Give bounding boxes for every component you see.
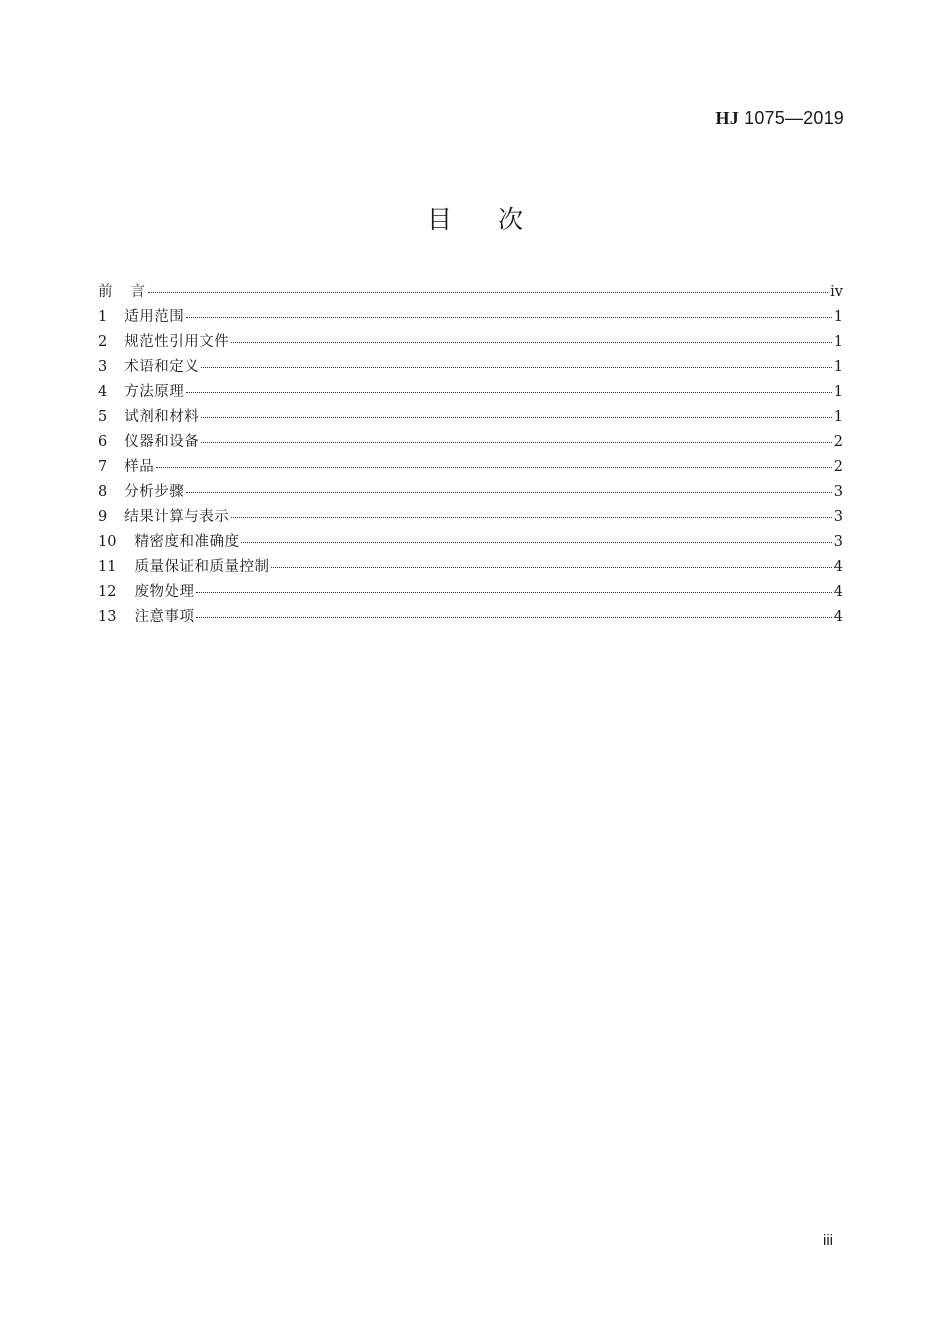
toc-dot-leader xyxy=(241,542,831,543)
toc-entry[interactable] xyxy=(98,280,843,305)
toc-entry-page: 2 xyxy=(833,459,843,475)
toc-entry-label: 方法原理 xyxy=(124,384,185,400)
toc-entry-page: 4 xyxy=(833,559,843,575)
toc-entry[interactable] xyxy=(98,330,843,355)
toc-entry-label: 适用范围 xyxy=(124,309,185,325)
toc-dot-leader xyxy=(186,317,832,318)
toc-entry-page: 3 xyxy=(833,534,843,550)
toc-entry-number: 2 xyxy=(98,334,108,350)
page-title: 目次 xyxy=(426,205,569,234)
toc-entry-label: 言 xyxy=(130,284,146,300)
toc-entry-page: 3 xyxy=(833,484,843,500)
table-of-contents xyxy=(98,280,843,630)
toc-entry-number: 13 xyxy=(98,609,117,625)
toc-dot-leader xyxy=(196,617,831,618)
toc-entry-label: 质量保证和质量控制 xyxy=(134,559,270,575)
toc-dot-leader xyxy=(186,492,832,493)
toc-entry[interactable] xyxy=(98,530,843,555)
toc-entry-page: 4 xyxy=(833,609,843,625)
toc-entry[interactable] xyxy=(98,505,843,530)
toc-entry-page: 3 xyxy=(833,509,843,525)
toc-entry-number: 前 xyxy=(98,284,113,300)
toc-entry-number: 6 xyxy=(98,434,108,450)
toc-entry-label: 仪器和设备 xyxy=(124,434,200,450)
toc-entry-page: 1 xyxy=(833,359,843,375)
toc-entry-number: 9 xyxy=(98,509,108,525)
toc-entry-label: 结果计算与表示 xyxy=(124,509,230,525)
toc-entry[interactable] xyxy=(98,480,843,505)
toc-entry[interactable] xyxy=(98,405,843,430)
toc-entry[interactable] xyxy=(98,555,843,580)
toc-dot-leader xyxy=(201,417,832,418)
page-number: iii xyxy=(823,1232,833,1249)
toc-entry[interactable] xyxy=(98,305,843,330)
toc-dot-leader xyxy=(201,442,832,443)
toc-entry-page: 4 xyxy=(833,584,843,600)
toc-entry[interactable] xyxy=(98,605,843,630)
toc-entry-label: 精密度和准确度 xyxy=(134,534,240,550)
toc-dot-leader xyxy=(196,592,831,593)
toc-entry-page: 1 xyxy=(833,409,843,425)
toc-entry-number: 12 xyxy=(98,584,117,600)
toc-dot-leader xyxy=(271,567,831,568)
toc-entry[interactable] xyxy=(98,355,843,380)
toc-entry-label: 术语和定义 xyxy=(124,359,200,375)
toc-entry[interactable] xyxy=(98,430,843,455)
toc-dot-leader xyxy=(186,392,832,393)
standard-number: 1075—2019 xyxy=(738,108,844,128)
toc-entry-page: 1 xyxy=(833,334,843,350)
toc-entry-number: 4 xyxy=(98,384,108,400)
standard-code xyxy=(716,108,845,129)
toc-entry-number: 8 xyxy=(98,484,108,500)
toc-entry-number: 11 xyxy=(98,559,117,575)
toc-entry-number: 7 xyxy=(98,459,108,475)
toc-entry-number: 3 xyxy=(98,359,108,375)
toc-entry-label: 规范性引用文件 xyxy=(124,334,230,350)
toc-entry[interactable] xyxy=(98,455,843,480)
toc-dot-leader xyxy=(231,517,832,518)
toc-entry-page: iv xyxy=(830,284,843,300)
toc-entry[interactable] xyxy=(98,380,843,405)
toc-entry-label: 废物处理 xyxy=(134,584,195,600)
toc-dot-leader xyxy=(156,467,832,468)
toc-dot-leader xyxy=(231,342,832,343)
toc-entry-label: 试剂和材料 xyxy=(124,409,200,425)
toc-entry-number: 1 xyxy=(98,309,108,325)
toc-entry-label: 分析步骤 xyxy=(124,484,185,500)
toc-entry-page: 2 xyxy=(833,434,843,450)
toc-entry-label: 样品 xyxy=(124,459,155,475)
toc-entry-page: 1 xyxy=(833,384,843,400)
toc-entry-page: 1 xyxy=(833,309,843,325)
toc-entry-number: 5 xyxy=(98,409,108,425)
toc-dot-leader xyxy=(201,367,832,368)
toc-entry-number: 10 xyxy=(98,534,117,550)
toc-dot-leader xyxy=(148,292,829,293)
toc-entry[interactable] xyxy=(98,580,843,605)
standard-prefix: HJ xyxy=(715,108,739,128)
toc-entry-label: 注意事项 xyxy=(134,609,195,625)
